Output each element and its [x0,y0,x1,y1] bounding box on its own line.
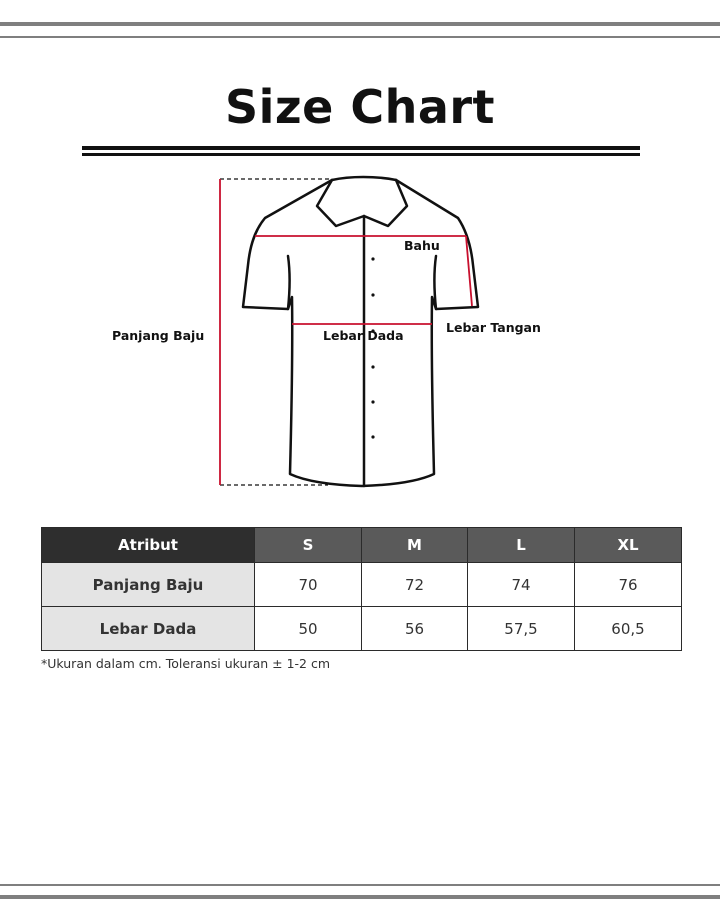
header-atribut: Atribut [42,528,255,563]
tolerance-note: *Ukuran dalam cm. Toleransi ukuran ± 1-2 cm [41,656,331,671]
table-cell: 60,5 [575,607,682,651]
shirt-diagram [0,170,720,500]
title-rule-thick [82,146,640,150]
collar-right [364,180,407,226]
row-label: Lebar Dada [42,607,255,651]
top-border-thick [0,22,720,26]
header-size-l: L [468,528,575,563]
table-row [42,607,682,651]
table-cell: 76 [575,563,682,607]
table-cell: 56 [362,607,468,651]
table-cell: 74 [468,563,575,607]
title-rule-thin [82,153,640,156]
row-label: Panjang Baju [42,563,255,607]
right-armhole [435,256,437,309]
button [371,435,374,438]
header-size-m: M [362,528,468,563]
header-size-s: S [255,528,362,563]
table-cell: 57,5 [468,607,575,651]
table-row [42,563,682,607]
table-header-row [42,528,682,563]
button [371,293,374,296]
top-border-thin [0,36,720,38]
button [371,400,374,403]
bottom-border-thin [0,884,720,886]
size-table [41,527,682,651]
label-lebar-dada: Lebar Dada [323,328,404,343]
table-cell: 72 [362,563,468,607]
bottom-border-thick [0,895,720,899]
left-armhole [288,256,290,309]
page-title: Size Chart [224,80,496,134]
header-size-xl: XL [575,528,682,563]
button [371,257,374,260]
collar-left [317,180,364,226]
label-bahu: Bahu [404,238,440,253]
table-cell: 70 [255,563,362,607]
button [371,365,374,368]
label-lebar-tangan: Lebar Tangan [446,320,541,335]
label-panjang-baju: Panjang Baju [112,328,205,343]
table-cell: 50 [255,607,362,651]
collar-back [332,177,396,180]
